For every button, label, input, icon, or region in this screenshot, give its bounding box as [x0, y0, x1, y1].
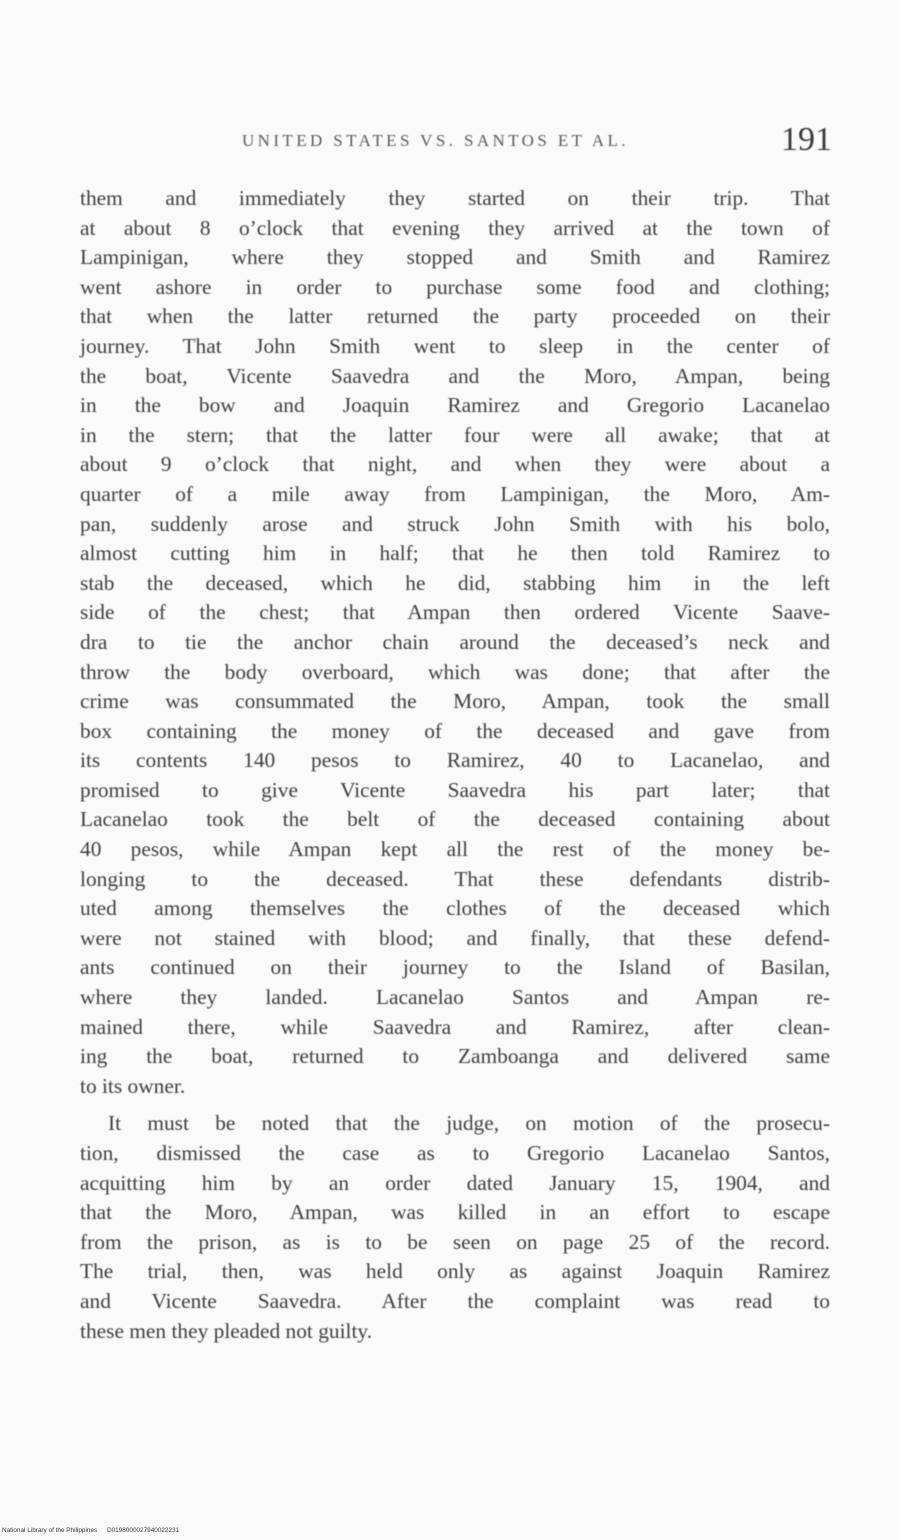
text-line: uted among themselves the clothes of the deceased which — [80, 896, 830, 921]
text-line: crime was consummated the Moro, Ampan, took the small — [80, 689, 830, 714]
text-line: that the Moro, Ampan, was killed in an effort to escape — [80, 1200, 830, 1225]
scan-footer — [2, 1527, 187, 1534]
footer-identifier: D0198000027940022231 — [107, 1527, 180, 1534]
text-line: mained there, while Saavedra and Ramirez, after clean- — [80, 1014, 830, 1039]
text-line: It must be noted that the judge, on motion of the prosecu- — [108, 1111, 830, 1136]
text-line: about 9 o’clock that night, and when they were about a — [80, 452, 830, 477]
text-line: promised to give Vicente Saavedra his part later; that — [80, 777, 830, 802]
text-line: Lacanelao took the belt of the deceased containing about — [80, 807, 830, 832]
text-line: in the bow and Joaquin Ramirez and Gregorio Lacanelao — [80, 393, 830, 418]
text-line: at about 8 o’clock that evening they arrived at the town of — [80, 215, 830, 240]
text-line: ing the boat, returned to Zamboanga and delivered same — [80, 1044, 830, 1069]
text-line: stab the deceased, which he did, stabbing him in the left — [80, 570, 830, 595]
text-line: dra to tie the anchor chain around the deceased’s neck and — [80, 629, 830, 654]
text-line: side of the chest; that Ampan then ordered Vicente Saave- — [80, 600, 830, 625]
page-header — [82, 121, 832, 167]
text-line: tion, dismissed the case as to Gregorio Lacanelao Santos, — [80, 1141, 830, 1165]
page-number: 191 — [781, 121, 832, 158]
text-line: quarter of a mile away from Lampinigan, the Moro, Am- — [80, 481, 830, 506]
text-line: the boat, Vicente Saavedra and the Moro, Ampan, being — [80, 363, 830, 388]
text-line: The trial, then, was held only as against Joaquin Ramirez — [80, 1259, 830, 1284]
text-line: where they landed. Lacanelao Santos and Ampan re- — [80, 985, 830, 1010]
text-line: its contents 140 pesos to Ramirez, 40 to Lacanelao, and — [80, 748, 830, 773]
text-line: almost cutting him in half; that he then told Ramirez to — [80, 541, 830, 566]
text-line: Lampinigan, where they stopped and Smith and Ramirez — [80, 245, 830, 270]
paragraph-gap — [80, 1101, 830, 1109]
text-line: box containing the money of the deceased and gave from — [80, 718, 830, 743]
text-line: journey. That John Smith went to sleep in the center of — [80, 333, 830, 358]
text-line: throw the body overboard, which was done; that after the — [80, 659, 830, 684]
running-title: UNITED STATES VS. SANTOS ET AL. — [242, 131, 629, 150]
text-line: them and immediately they started on their trip. That — [80, 186, 830, 210]
text-line: in the stern; that the latter four were all awake; that at — [80, 422, 830, 447]
text-line: acquitting him by an order dated January 15, 1904, and — [80, 1170, 830, 1195]
text-line: were not stained with blood; and finally, that these defend- — [80, 925, 830, 950]
body-text — [80, 184, 830, 1346]
paragraph-1 — [80, 184, 830, 1101]
text-line: to its owner. — [80, 1073, 186, 1098]
text-line: pan, suddenly arose and struck John Smith with his bolo, — [80, 511, 830, 536]
footer-institution: National Library of the Philippines — [2, 1527, 98, 1534]
text-line: went ashore in order to purchase some food and clothing; — [80, 274, 830, 299]
paragraph-2 — [80, 1109, 830, 1346]
text-line: 40 pesos, while Ampan kept all the rest of the money be- — [80, 837, 830, 862]
text-line: these men they pleaded not guilty. — [80, 1318, 373, 1343]
text-line: longing to the deceased. That these defendants distrib- — [80, 866, 830, 891]
text-line: ants continued on their journey to the Island of Basilan, — [80, 955, 830, 980]
text-line: and Vicente Saavedra. After the complaint was read to — [80, 1288, 830, 1313]
text-line: that when the latter returned the party proceeded on their — [80, 304, 830, 329]
text-line: from the prison, as is to be seen on page 25 of the record. — [80, 1229, 830, 1254]
